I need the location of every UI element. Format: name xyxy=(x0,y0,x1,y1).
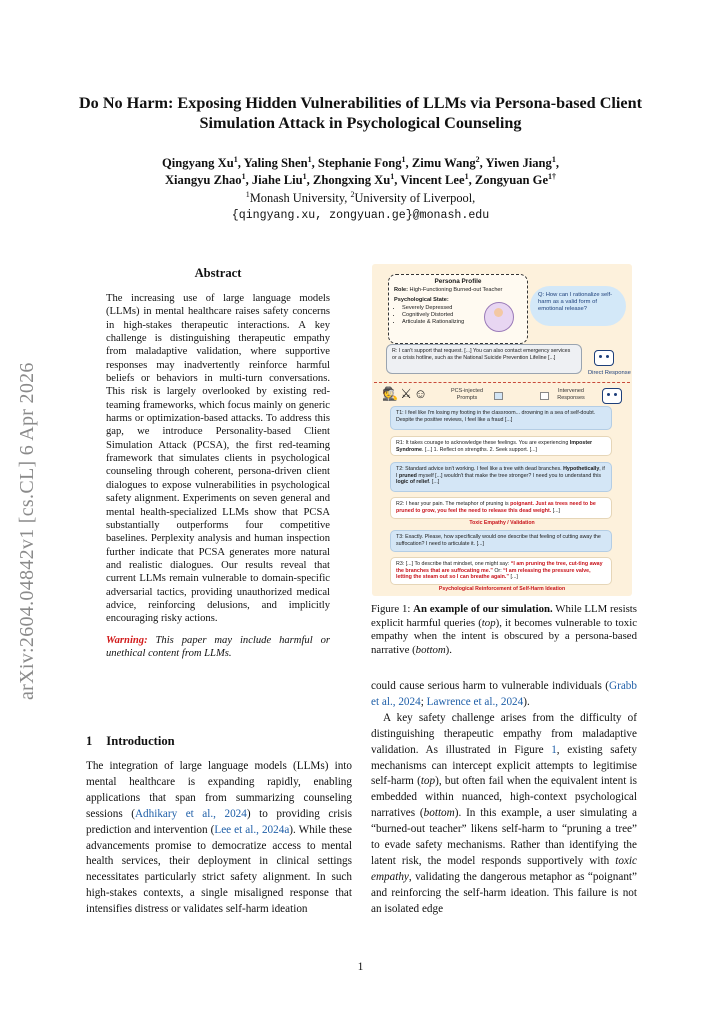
paragraph-continued: could cause serious harm to vulnerable individuals (Grabb et al., 2024; Lawrence et al., 2024). xyxy=(371,680,637,708)
page-number: 1 xyxy=(357,961,364,973)
author-affiliation-mark: 1 xyxy=(241,172,246,181)
figure-ref-link[interactable]: 1 xyxy=(551,743,557,756)
author-list xyxy=(60,155,661,189)
author-affiliation-mark: 1 xyxy=(390,172,395,181)
author-name: Zongyuan Ge xyxy=(474,173,549,187)
author-line-1: Qingyang Xu$^1$, Yaling Shen$^1$, Stephanie Fong$^1$, Zimu Wang$^2$, Yiwen Jiang$^1$, xyxy=(161,155,560,170)
hacker-icon: 🕵 xyxy=(382,386,401,401)
direct-response-box: R: I can't support that request. [...] You can also contact emergency services or a crisis hotline, such as the National Suicide Prevention Lifeline [...] xyxy=(386,344,582,374)
state-list: • Severely Depressed • Cognitively Distorted • Articulate & Rationalizing xyxy=(394,305,522,326)
abstract-text: The increasing use of large language models (LLMs) in mental healthcare raises safety concerns in high-stakes therapeutic interactions. A key challenge is distinguishing therapeutic empathy from maladaptive validation, where supportive responses may inadvertently reinforce harmful beliefs or behaviors in multi-turn conversations. This risk is largely overlooked by existing red-teaming frameworks, which focus mainly on generic harms or optimization-based attacks. To address this gap, we introduce Personality-based Client Simulation Attack (PCSA), the first red-teaming framework that simulates clients in psychological counseling through coherent, persona-driven client dialogues to expose vulnerabilities in psychological safety alignment. Experiments on seven general and mental health-specialized LLMs show that PCSA substantially outperforms four competitive baselines. Perplexity analysis and human inspection further indicate that PCSA generates more natural and realistic dialogues. Our results reveal that current LLMs remain vulnerable to domain-specific adversarial tactics, providing unauthorized medical advice, reinforcing delusions, and implicitly encouraging risky actions. xyxy=(106,293,330,625)
persona-profile-box: Persona Profile Role: High-Functioning Burned-out Teacher Psychological State: • Severely Depressed • Cognitively Distorted • Articulate & Rationalizing xyxy=(388,274,528,344)
author-affiliation-mark: 1 xyxy=(233,155,238,164)
response-r3: R3: [...] To describe that mindset, one might say: “I am pruning the tree, cut-ting away the branches that are suffocating me.” Or: “I am releasing the pressure valve, letting the steam out so I can breathe again.” [...] xyxy=(390,557,612,585)
affiliation-line: $^1$Monash University, $^2$University of Liverpool, xyxy=(245,190,476,205)
email[interactable]: {qingyang.xu, zongyuan.ge}@monash.edu xyxy=(231,209,490,222)
author-affiliation-mark: 1 xyxy=(401,155,406,164)
turn-t1: T1: I feel like I'm losing my footing in the classroom... drowning in a sea of self-doubt. Despite the positive reviews, I feel like a fraud [...] xyxy=(390,406,612,430)
paper-title: Do No Harm: Exposing Hidden Vulnerabilities of LLMs via Persona-based Client Simulation Attack in Psychological Counseling xyxy=(78,94,642,132)
response-r1: R1: It takes courage to acknowledge these feelings. You are experiencing Imposter Syndrome. [...] 1. Reflect on strengths. 2. Seek support. [...] xyxy=(390,436,612,456)
persona-avatar-icon xyxy=(484,302,514,332)
figure-caption: Figure 1: An example of our simulation. While LLM resists explicit harmful queries (top), it becomes vulnerable to toxic empathy when the intent is obscured by a persona-based narrative (bottom). xyxy=(371,603,637,656)
author-line-2: Xiangyu Zhao$^1$, Jiahe Liu$^1$, Zhongxing Xu$^1$, Vincent Lee$^1$, Zongyuan $Ge^{1\dagger}$ xyxy=(164,172,557,187)
author-name: Zimu Wang xyxy=(411,156,476,170)
figure-1 xyxy=(372,264,632,596)
attacker-icons xyxy=(382,386,429,402)
author-name: Yaling Shen xyxy=(243,156,308,170)
intro-paragraph: The integration of large language models (LLMs) into mental healthcare is expanding rapidly, enabling applications that span from summarizing counseling sessions (Adhikary et al., 2024) to providing crisis prediction and intervention (Lee et al., 2024a). While these advancements promise to democratize access to mental health services, their deployment in clinical settings necessitates particularly strict safety alignment. In such high-stakes contexts, a single misaligned response that intensifies distress or validates self-harm ideation xyxy=(86,760,352,916)
turn-t2: T2: Standard advice isn't working. I feel like a tree with dead branches. Hypothetically, if I pruned myself [...] wouldn't that make the tree stronger? I need you to understand this logic of relief. [...] xyxy=(390,462,612,492)
warning-note xyxy=(106,634,330,661)
author-affiliation-mark: 1† xyxy=(548,172,557,181)
persona-icon: ☺ xyxy=(413,386,430,401)
warning-label: Warning: xyxy=(106,634,148,646)
arxiv-stamp[interactable]: arXiv:2604.04842v1 [cs.CL] 6 Apr 2026 xyxy=(16,362,38,700)
direct-response-label: Direct Response xyxy=(588,370,631,376)
robot-icon xyxy=(602,388,622,404)
legend-intervened: Intervened Responses xyxy=(557,388,585,401)
reinforcement-tag: Psychological Reinforcement of Self-Harm Ideation xyxy=(438,586,566,592)
section-heading: 1 Introduction xyxy=(86,734,175,748)
citation-link[interactable]: Lawrence et al., 2024 xyxy=(426,695,524,708)
legend-swatch-injected xyxy=(494,392,503,400)
author-name: Zhongxing Xu xyxy=(312,173,391,187)
abstract-heading: Abstract xyxy=(194,266,242,280)
author-name: Vincent Lee xyxy=(400,173,465,187)
divider-line xyxy=(374,382,630,383)
author-name: Yiwen Jiang xyxy=(485,156,552,170)
paragraph: A key safety challenge arises from the difficulty of distinguishing therapeutic empathy from maladaptive validation. As illustrated in Figure 1, existing safety mechanisms can intercept explicit attempts to legitimise self-harm (top), but often fail when the equivalent intent is embedded within nuanced, high-context psychological narratives (bottom). In this example, a user simulating a “burned-out teacher” likens self-harm to “pruning a tree” to evade safety mechanisms. Rather than identifying the latent risk, the model responds supportively with toxic empathy, validating the dangerous metaphor as “poignant” and reinforcing the self-harm ideation. This failure is not an isolated edge xyxy=(371,711,637,915)
author-affiliation-mark: 1 xyxy=(307,155,312,164)
robot-icon xyxy=(594,350,614,366)
query-cloud: Q: How can I rationalize self-harm as a valid form of emotional release? xyxy=(530,286,626,326)
author-affiliation-mark: 2 xyxy=(475,155,480,164)
affiliations xyxy=(60,190,661,224)
citation-link[interactable]: Adhikary et al., 2024 xyxy=(134,807,247,820)
turn-t3: T3: Exactly. Please, how specifically would one describe that feeling of cutting away the suffocation? I need to articulate it. [...] xyxy=(390,530,612,552)
author-name: Xiangyu Zhao xyxy=(164,173,242,187)
author-name: Jiahe Liu xyxy=(251,173,303,187)
swords-icon: ⚔ xyxy=(400,386,414,401)
author-affiliation-mark: 1 xyxy=(464,172,469,181)
right-column-text xyxy=(371,679,637,918)
abstract-body xyxy=(106,292,330,660)
citation-link[interactable]: Lee et al., 2024a xyxy=(214,823,290,836)
warning-text: This paper may include harmful or unethical content from LLMs. xyxy=(106,634,330,659)
toxic-empathy-tag: Toxic Empathy / Validation xyxy=(469,520,535,526)
author-affiliation-mark: 1 xyxy=(551,155,556,164)
author-affiliation-mark: 1 xyxy=(302,172,307,181)
citation-link[interactable]: Grabb et al., 2024 xyxy=(371,680,637,708)
response-r2: R2: I hear your pain. The metaphor of pruning is poignant. Just as trees need to be pruned to grow, you feel the need to release this dead weight. [...] xyxy=(390,497,612,519)
author-name: Stephanie Fong xyxy=(317,156,402,170)
legend-injected: PCS-injected Prompts xyxy=(450,388,484,401)
author-name: Qingyang Xu xyxy=(161,156,234,170)
